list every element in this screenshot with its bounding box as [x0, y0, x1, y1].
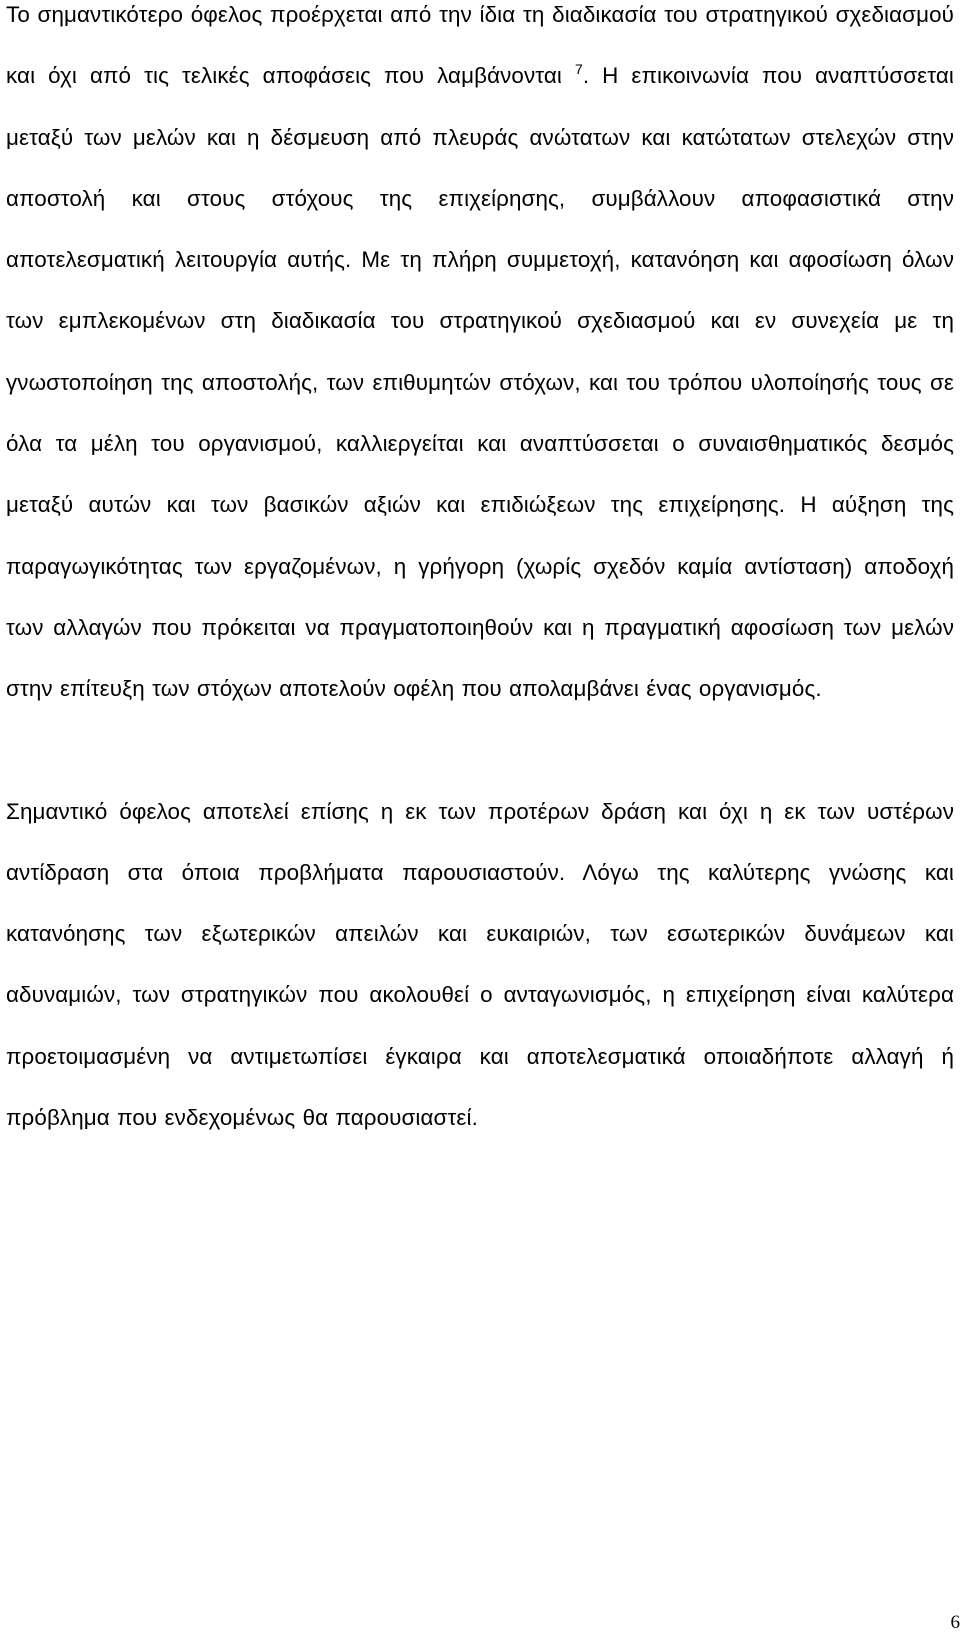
document-page	[6, 0, 954, 1148]
paragraph-strategic-planning-benefits	[6, 0, 954, 720]
paragraph-proactive-action: Σημαντικό όφελος αποτελεί επίσης η εκ των προτέρων δράση και όχι η εκ των υστέρων αντίδραση στα όποια προβλήματα παρουσιαστούν. Λόγω της καλύτερης γνώσης και κατανόησης των εξωτερικών απειλών και ευκαιριών, των εσωτερικών δυνάμεων και αδυναμιών, των στρατηγικών που ακολουθεί ο ανταγωνισμός, η επιχείρηση είναι καλύτερα προετοιμασμένη να αντιμετωπίσει έγκαιρα και αποτελεσματικά οποιαδήποτε αλλαγή ή πρόβλημα που ενδεχομένως θα παρουσιαστεί.	[6, 798, 954, 1131]
paragraph-text-rest: . Η επικοινωνία που αναπτύσσεται μεταξύ των μελών και η δέσμευση από πλευράς ανώτατων και κατώτατων στελεχών στην αποστολή και στους στόχους της επιχείρησης, συμβάλλουν αποφασιστικά στην αποτελεσματική λειτουργία αυτής. Με τη πλήρη συμμετοχή, κατανόηση και αφοσίωση όλων των εμπλεκομένων στη διαδικασία του στρατηγικού σχεδιασμού και εν συνεχεία με τη γνωστοποίηση της αποστολής, των επιθυμητών στόχων, και του τρόπου υλοποίησής τους σε όλα τα μέλη του οργανισμού, καλλιεργείται και αναπτύσσεται ο συναισθηματικός δεσμός μεταξύ αυτών και των βασικών αξιών και επιδιώξεων της επιχείρησης. Η αύξηση της παραγωγικότητας των εργαζομένων, η γρήγορη (χωρίς σχεδόν καμία αντίσταση) αποδοχή των αλλαγών που πρόκειται να πραγματοποιηθούν και η πραγματική αφοσίωση των μελών στην επίτευξη των στόχων αποτελούν οφέλη που απολαμβάνει ένας οργανισμός.	[6, 63, 954, 702]
page-number: 6	[950, 1612, 960, 1633]
footnote-reference[interactable]: 7	[574, 61, 583, 78]
paragraph-text-start: Το σημαντικότερο όφελος προέρχεται από την ίδια τη διαδικασία του στρατηγικού σχεδιασμού και όχι από τις τελικές αποφάσεις που λαμβάνονται	[6, 2, 954, 89]
